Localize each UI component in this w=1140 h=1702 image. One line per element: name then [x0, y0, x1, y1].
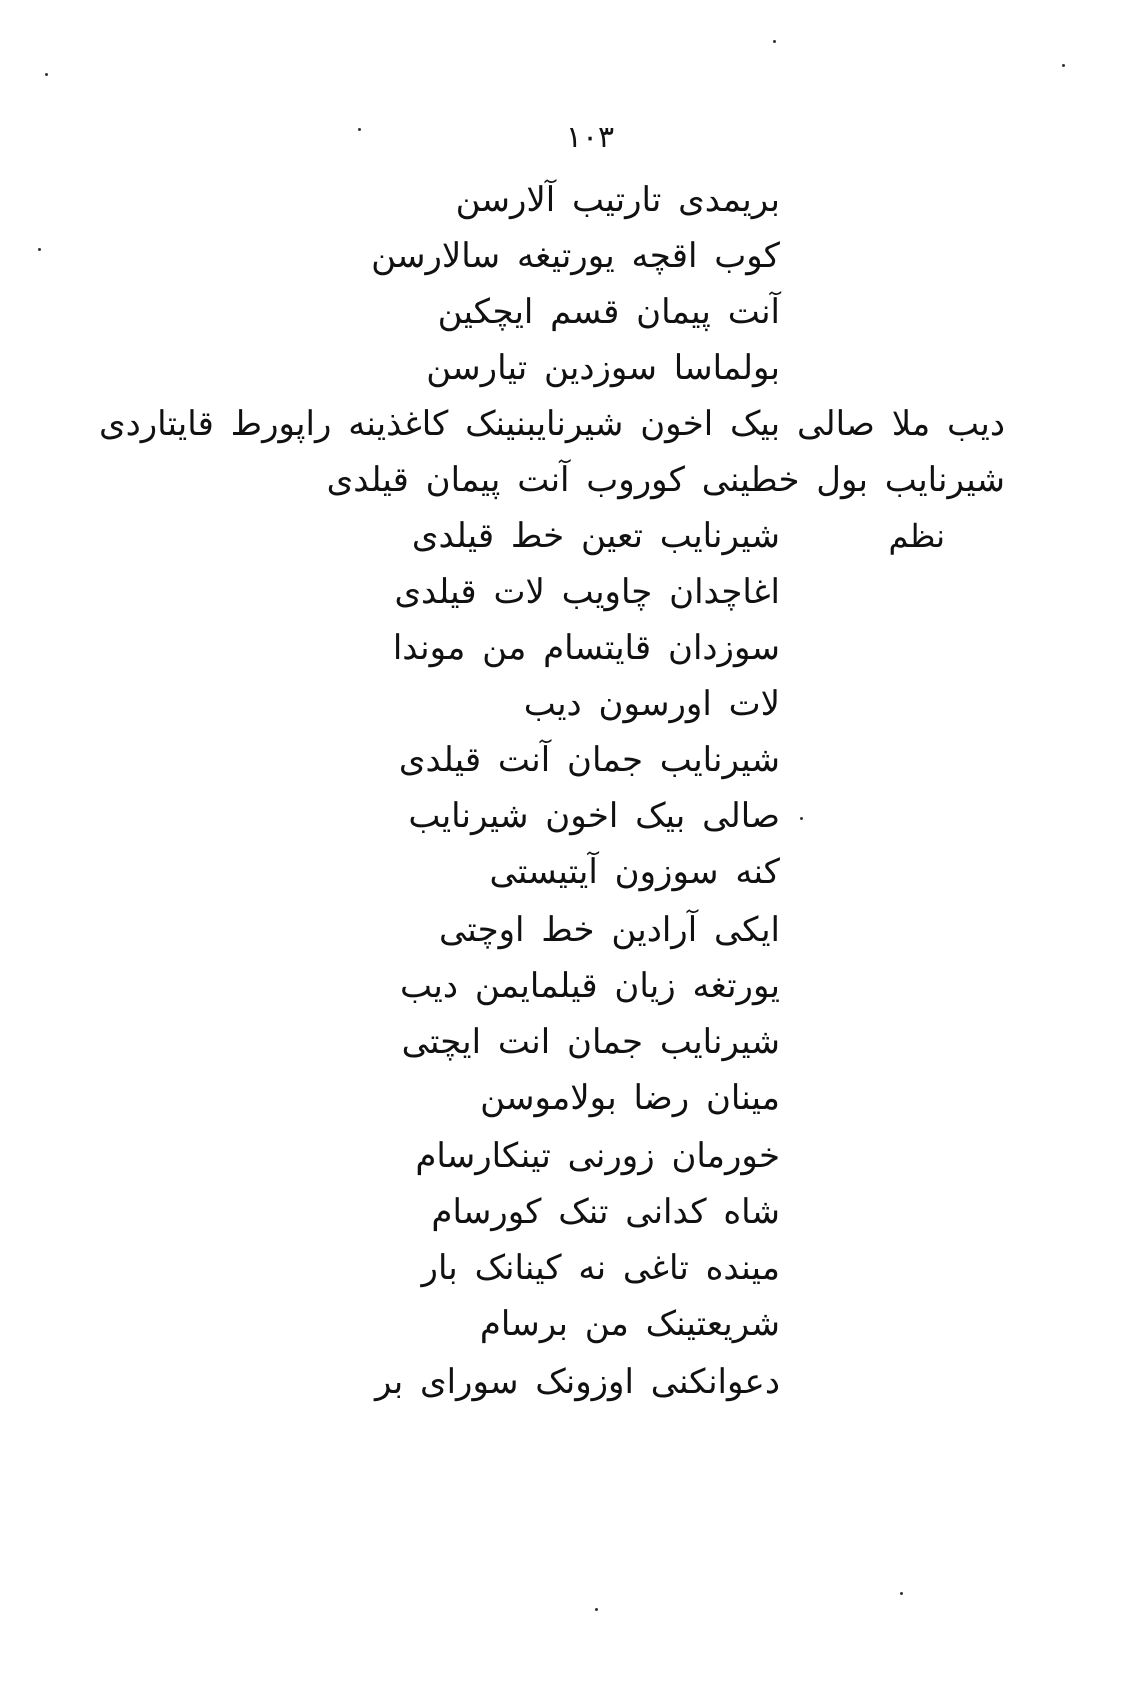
text-line: آنت پیمان قسم ایچکین	[437, 292, 780, 332]
scan-speck	[900, 1592, 903, 1595]
scan-speck	[1062, 64, 1065, 67]
scan-speck	[773, 40, 776, 43]
text-line: شریعتینک من برسام	[479, 1304, 780, 1344]
text-line: ایکی آرادین خط اوچتی	[438, 910, 780, 950]
text-line: صالی بیک اخون شیرنایب	[408, 796, 780, 836]
text-line: کوب اقچه یورتیغه سالارسن	[371, 236, 780, 276]
text-line: شیرنایب تعین خط قیلدی	[411, 516, 780, 556]
text-line: خورمان زورنی تینکارسام	[415, 1136, 780, 1176]
scan-speck	[38, 248, 41, 251]
text-line: بریمدی تارتیب آلارسن	[455, 180, 780, 220]
text-line: شیرنایب جمان آنت قیلدی	[398, 740, 780, 780]
text-line: یورتغه زیان قیلمایمن دیب	[400, 966, 780, 1006]
section-label-nazm: نظم	[888, 517, 945, 555]
text-line: شیرنایب جمان انت ایچتی	[401, 1022, 780, 1062]
scan-speck	[800, 817, 803, 820]
scan-speck	[358, 128, 361, 131]
text-line: دیب ملا صالی بیک اخون شیرنایبنینک کاغذینه راپورط قایتاردی	[98, 404, 1005, 444]
text-line: اغاچدان چاویب لات قیلدی	[394, 572, 780, 612]
scan-speck	[45, 73, 48, 76]
text-line: مینان رضا بولاموسن	[480, 1078, 780, 1118]
text-line: دعوانکنی اوزونک سورای بر	[374, 1362, 780, 1402]
text-line: سوزدان قایتسام من موندا	[392, 628, 780, 668]
text-line: شاه کدانی تنک کورسام	[431, 1192, 780, 1232]
text-line: بولماسا سوزدین تیارسن	[426, 348, 780, 388]
scan-speck	[595, 1608, 598, 1611]
page-number: ١٠٣	[565, 120, 615, 155]
text-line: مینده تاغی نه کینانک بار	[421, 1248, 780, 1288]
text-line: لات اورسون دیب	[523, 684, 780, 724]
text-line: کنه سوزون آیتیستی	[489, 852, 780, 892]
text-line: شیرنایب بول خطینی کوروب آنت پیمان قیلدی	[326, 460, 1005, 500]
